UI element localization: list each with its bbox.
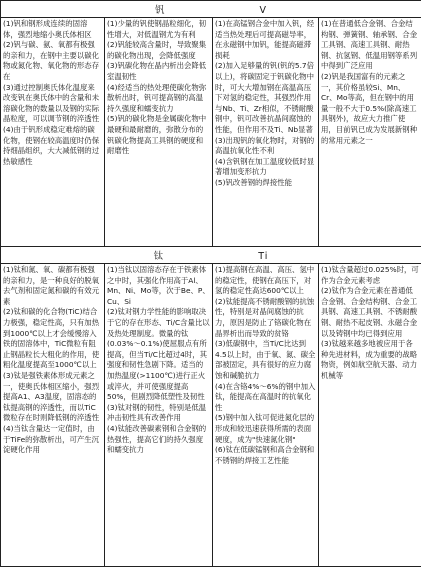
cell-mechanical-effects bbox=[105, 264, 213, 567]
element-symbol: Ti bbox=[258, 251, 268, 262]
section-title bbox=[1, 247, 421, 264]
cell-physical-chemical-effects bbox=[213, 264, 319, 567]
cell-applications bbox=[319, 18, 421, 247]
cell-text: (1)钛和氮、氧、碳都有极强的亲和力，是一种良好的脱氧去气剂和固定氮和碳的有效元素 (2)钛和碳的化合物(TiC)结合力极强，稳定性高，只有加热到1000℃以上才会缓慢溶入铁的固溶体中，TiC微粒有阻止钢晶粒长大粗化的作用，使粗化温度提高至1000℃以上 (3)钛是强铁素体形成元素之一，使奥氏体相区缩小，强烈提高A1、A3温度，固溶态的钛提高钢的淬透性，而以TiC微粒存在时则降低钢的淬透性 (4)当钛含量达一定值时，由于TiFe的弥散析出，可产生沉淀硬化作用 bbox=[3, 265, 102, 456]
cell-physical-chemical-effects bbox=[213, 18, 319, 247]
cell-characteristics bbox=[1, 264, 105, 567]
cell-mechanical-effects bbox=[105, 18, 213, 247]
element-name: 钒 bbox=[155, 5, 166, 16]
cell-text: (1)钛含量超过0.025%时，可作为合金元素考虑 (2)钛作为合金元素在普通低合金钢、合金结构钢、合金工具钢、高速工具钢、不锈耐酸钢、耐热不起皮钢、永磁合金以及铸钢中均已得到应用 (3)钛越来越多地被应用于各种先进材料，成为重要的战略物资，例如航空航天器、动力机械等 bbox=[321, 265, 419, 382]
element-name: 钛 bbox=[154, 251, 165, 262]
section-header-vanadium bbox=[1, 1, 421, 18]
cell-characteristics bbox=[1, 18, 105, 247]
cell-text: (1)在普通低合金钢、合金结构钢、弹簧钢、轴承钢、合金工具钢、高速工具钢、耐热钢、抗氢钢、低温用钢等系列中得到广泛应用 (2)钒是我国富有的元素之一，其价格虽较Si、Mn、Cr、Mo等高，但在钢中的用量一般不大于0.5%(除高速工具钢外)，故应大力推广使用，目前钒已成为发展新钢种的常用元素之一 bbox=[321, 19, 419, 146]
section-header-titanium bbox=[1, 247, 421, 264]
cell-applications bbox=[319, 264, 421, 567]
section-title bbox=[1, 1, 421, 18]
element-symbol: V bbox=[260, 5, 268, 16]
section-row-vanadium bbox=[1, 18, 421, 247]
cell-text: (1)当钛以固溶态存在于铁素体之中时，其强化作用高于Al、Mn、Ni、Mo等，次于Be、P、Cu、Si (2)钛对钢力学性能的影响取决于它的存在形态、Ti/C含量比以及热处理制度。微量的钛(0.03%～0.1%)使屈服点有所提高，但当Ti/C比超过4时，其强度和韧性急剧下降。适当的加热温度(>1100℃)进行正火或淬火，并可使强度提高50%，但剧烈降低塑性及韧性 (3)钛对钢的韧性，特别是低温冲击韧性具有改善作用 (4)钛能改善碳素钢和合金钢的热强性，提高它们的持久强度和蠕变抗力 bbox=[107, 265, 210, 456]
cell-text: (1)钒和钢形成连续的固溶体，强烈地缩小奥氏体相区 (2)钒与碳、氨、氧都有极强的亲和力，在钢中主要以碳化物或氮化物、氧化物的形态存在 (3)通过控制奥氏体化温度来改变钒在奥氏体中的含量和未溶碳化物的数量以及钢的实际晶粒度，可以调节钢的淬透性 (4)由于钒形成稳定难熔的碳化物，使钢在较高温度时仍保持细晶组织，大大减低钢的过热敏感性 bbox=[3, 19, 102, 167]
cell-text: (1)在高锰钢合金中加入钒，经适当热处理后可提高磁导率，在永磁钢中加钒，能提高磁滞损耗 (2)加入足够量的钒(钒的5.7倍以上)，将碳固定于钒碳化物中时，可大大增加钢在高温高压下对氢的稳定性，其强烈作用与Nb、Ti、Zr相似，不锈耐酸钢中，钒可改善抗晶间腐蚀的性能，但作用不及Ti、Nb显著 (3)出现钒的氧化物时，对钢的高温抗氧化性不利 (4)含钒钢在加工温度较低时显著增加变形抗力 (5)钒改善钢的焊接性能 bbox=[215, 19, 316, 189]
cell-text: (1)提高钢在高温、高压、氢中的稳定性，使钢在高压下，对氢的稳定性高达600℃以上 (2)钛能提高不锈耐酸钢的抗蚀性，特别是对晶间腐蚀的抗力，原因是防止了铬碳化物在晶界析出而导致的贫铬 (3)低碳钢中，当Ti/C比达到4.5以上时，由于氧、氮、碳全部被固定，具有很好的应力腐蚀和碱脆抗力 (4)在含铬4%～6%的钢中加入钛，能提高在高温时的抗氧化性 (5)钢中加入钛可促进氮化层的形成和较迅速获得所需的表面硬度，成为"快速氮化钢" (6)钛在低碳锰钢和高合金钢和不锈钢的焊接工艺性能 bbox=[215, 265, 316, 466]
section-row-titanium bbox=[1, 264, 421, 567]
cell-text: (1)少量的钒使钢晶粒细化，韧性增大，对低温钢尤为有利 (2)钒能较高含量时，导致聚集的碳化物出现，会降低强度 (3)钒碳化物在晶内析出会降低室温韧性 (4)经适当的热处理使碳化物弥散析出时，钒可提高钢的高温持久强度和蠕变抗力 (5)钒的碳化物是金属碳化物中最硬和最耐磨的，弥散分布的钒碳化物提高工具钢的硬度和耐磨性 bbox=[107, 19, 210, 157]
